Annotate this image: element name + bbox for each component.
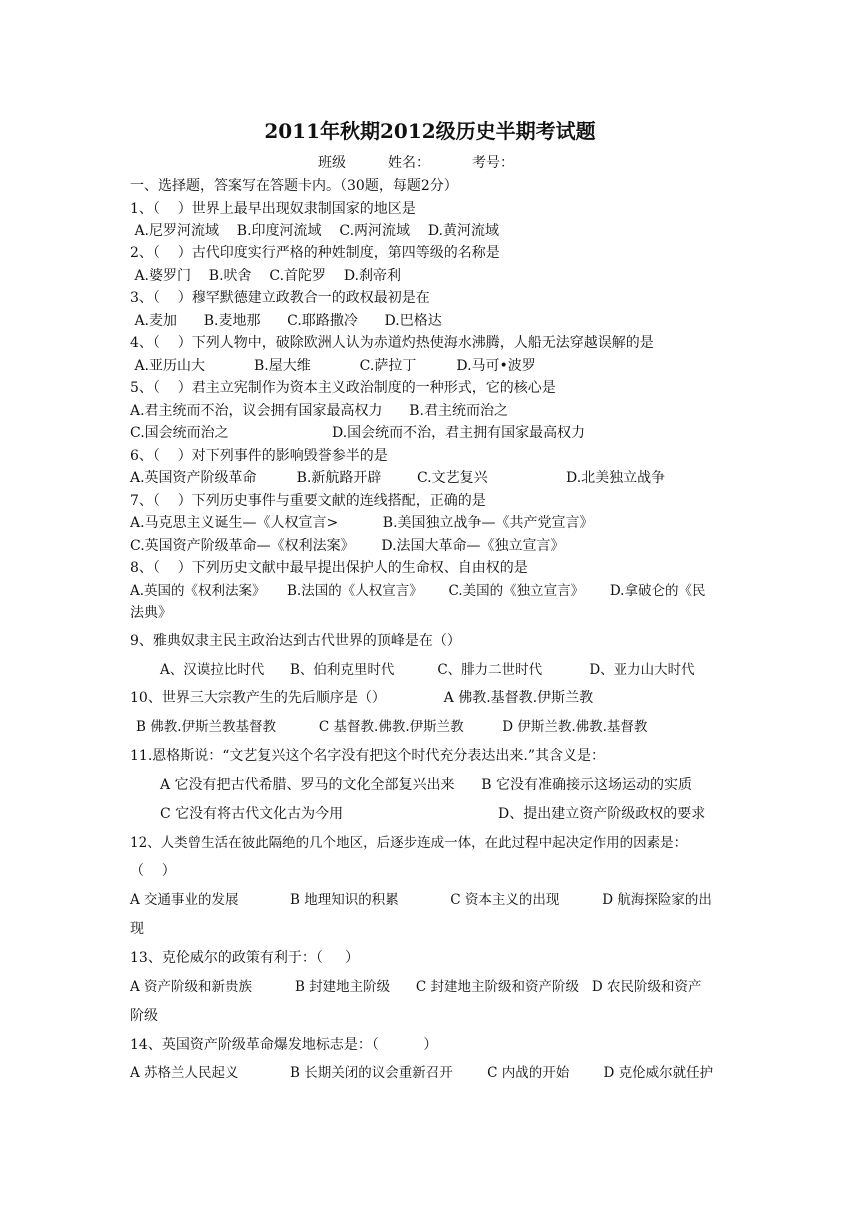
option-line: A 交通事业的发展 B 地理知识的积累 C 资本主义的出现 D 航海探险家的出: [130, 892, 712, 908]
question-line: 4、（ ）下列人物中，破除欧洲人认为赤道灼热使海水沸腾，人船无法穿越误解的是: [130, 335, 654, 351]
option-line: A.亚历山大 B.屋大维 C.萨拉丁 D.马可•波罗: [130, 358, 536, 374]
option-line: A.婆罗门 B.吠舍 C.首陀罗 D.刹帝利: [130, 268, 401, 284]
option-line: 阶级: [130, 1008, 158, 1024]
question-line: 9、雅典奴隶主民主政治达到古代世界的顶峰是在（）: [130, 633, 461, 649]
question-line: 8、（ ）下列历史文献中最早提出保护人的生命权、自由权的是: [130, 560, 528, 576]
question-line: 14、英国资产阶级革命爆发地标志是：（ ）: [130, 1037, 438, 1053]
option-line: D.北美独立战争: [566, 470, 666, 486]
option-line: C.英国资产阶级革命—《权利法案》 D.法国大革命—《独立宣言》: [130, 538, 565, 554]
option-line: C.国会统而治之: [130, 425, 229, 441]
option-line: D.国会统而不治，君主拥有国家最高权力: [332, 425, 586, 441]
option-line: A.马克思主义诞生—《人权宣言> B.美国独立战争—《共产党宣言》: [130, 515, 594, 531]
question-line: 2、（ ）古代印度实行严格的种姓制度，第四等级的名称是: [130, 245, 500, 261]
question-line: 5、（ ）君主立宪制作为资本主义政治制度的一种形式，它的核心是: [130, 380, 556, 396]
question-line: 6、（ ）对下列事件的影响毁誉参半的是: [130, 448, 388, 464]
question-line: 7、（ ）下列历史事件与重要文献的连线搭配，正确的是: [130, 493, 486, 509]
option-line: A 苏格兰人民起义 B 长期关闭的议会重新召开 C 内战的开始 D 克伦威尔就任护: [130, 1065, 714, 1081]
section-heading: 一、选择题，答案写在答题卡内。（30题，每题2分）: [130, 178, 458, 194]
option-line: 法典》: [130, 605, 172, 621]
option-line: A.英国资产阶级革命 B.新航路开辟 C.文艺复兴: [130, 470, 488, 486]
option-line: A 它没有把古代希腊、罗马的文化全部复兴出来 B 它没有准确接示这场运动的实质: [160, 777, 692, 793]
option-line: 现: [130, 921, 144, 937]
option-line: C 它没有将古代文化古为今用: [160, 806, 344, 822]
option-line: A、汉谟拉比时代 B、伯利克里时代 C、腓力二世时代 D、亚力山大时代: [160, 662, 695, 678]
option-line: D、提出建立资产阶级政权的要求: [498, 806, 706, 822]
name-label: 姓名：: [388, 155, 430, 171]
question-line: 1、（ ）世界上最早出现奴隶制国家的地区是: [130, 201, 416, 217]
class-label: 班级: [318, 155, 346, 171]
question-line: 11.恩格斯说：“文艺复兴这个名字没有把这个时代充分表达出来.”其含义是：: [130, 748, 606, 764]
option-line: A 资产阶级和新贵族 B 封建地主阶级 C 封建地主阶级和资产阶级 D 农民阶级和资产: [130, 979, 702, 995]
option-line: A.君主统而不治，议会拥有国家最高权力 B.君主统而治之: [130, 403, 508, 419]
option-line: A.尼罗河流域 B.印度河流域 C.两河流域 D.黄河流域: [130, 223, 499, 239]
option-line: A.麦加 B.麦地那 C.耶路撒冷 D.巴格达: [130, 313, 442, 329]
page-title: 2011年秋期2012级历史半期考试题: [264, 119, 596, 143]
question-line: 12、人类曾生活在彼此隔绝的几个地区，后逐步连成一体，在此过程中起决定作用的因素是：: [130, 835, 688, 851]
question-line: 10、世界三大宗教产生的先后顺序是（） A 佛教.基督教.伊斯兰教: [130, 690, 594, 706]
question-line: （ ）: [130, 863, 176, 879]
question-line: 3、（ ）穆罕默德建立政教合一的政权最初是在: [130, 290, 430, 306]
option-line: B 佛教.伊斯兰教基督教 C 基督教.佛教.伊斯兰教 D 伊斯兰教.佛教.基督教: [136, 719, 648, 735]
number-label: 考号：: [472, 155, 514, 171]
option-line: A.英国的《权利法案》 B.法国的《人权宣言》 C.美国的《独立宣言》 D.拿破仑的《民: [130, 583, 706, 599]
question-line: 13、克伦威尔的政策有利于：（ ）: [130, 950, 360, 966]
